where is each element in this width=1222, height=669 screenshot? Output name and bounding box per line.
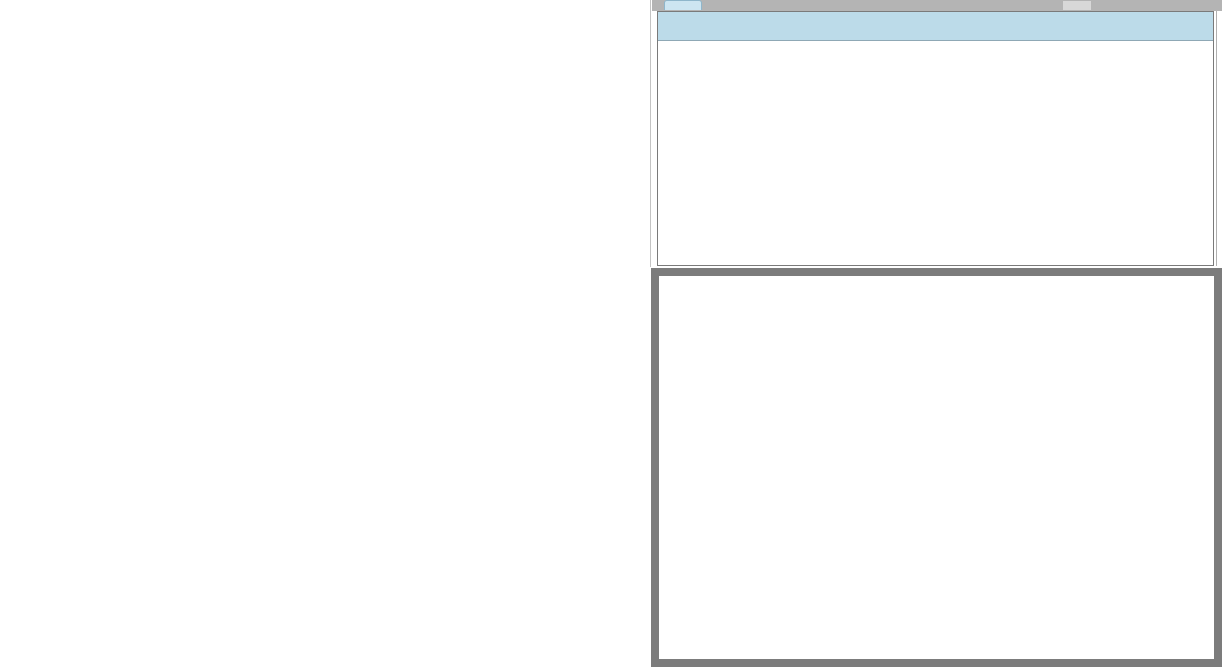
table-panel-scroll-thumb[interactable] xyxy=(1063,1,1091,10)
table-panel-tab[interactable] xyxy=(664,0,702,10)
table-header-row xyxy=(658,12,1213,41)
table-scrollbar-gutter[interactable] xyxy=(1216,11,1217,266)
detail-network-canvas[interactable] xyxy=(659,276,1214,659)
table-panel-topbar xyxy=(652,0,1222,11)
edge-table xyxy=(657,11,1214,266)
panel-divider xyxy=(650,0,651,267)
detail-network-panel xyxy=(651,268,1222,667)
